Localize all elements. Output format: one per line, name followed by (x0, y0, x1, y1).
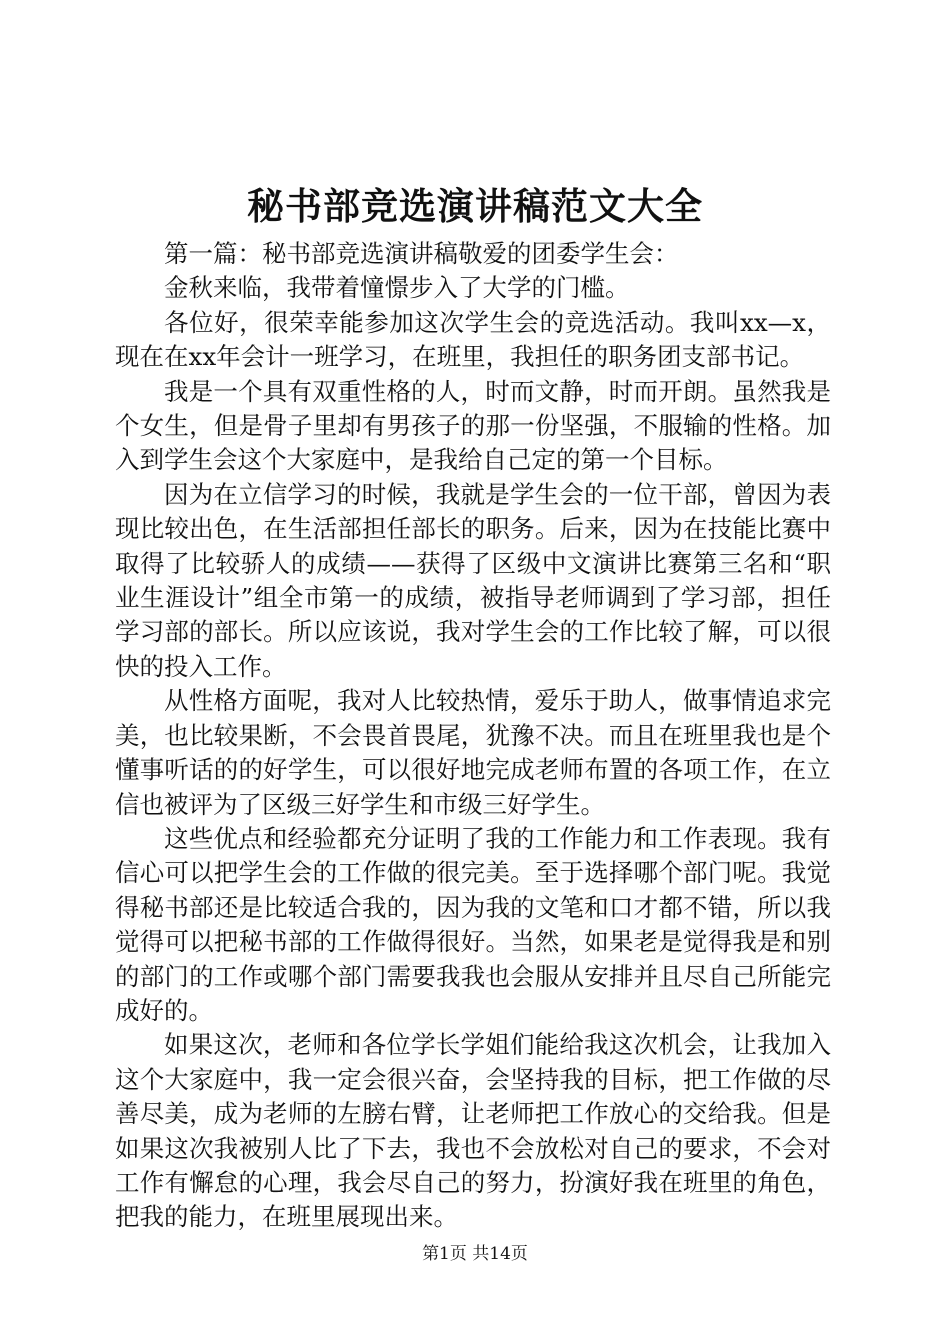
paragraph: 我是一个具有双重性格的人，时而文静，时而开朗。虽然我是个女生，但是骨子里却有男孩子的那一份坚强，不服输的性格。加入到学生会这个大家庭中，是我给自己定的第一个目标。 (115, 376, 831, 475)
paragraph: 第一篇：秘书部竞选演讲稿敬爱的团委学生会： (164, 239, 679, 268)
paragraph: 从性格方面呢，我对人比较热情，爱乐于助人，做事情追求完美，也比较果断，不会畏首畏尾，犹豫不决。而且在班里我也是个懂事听话的的好学生，可以很好地完成老师布置的各项工作，在立信也被评为了区级三好学生和市级三好学生。 (115, 686, 831, 819)
page-number-footer: 第1页 共14页 (422, 1244, 528, 1264)
paragraph: 这些优点和经验都充分证明了我的工作能力和工作表现。我有信心可以把学生会的工作做的很完美。至于选择哪个部门呢。我觉得秘书部还是比较适合我的，因为我的文笔和口才都不错，所以我觉得可以把秘书部的工作做得很好。当然，如果老是觉得我是和别的部门的工作或哪个部门需要我我也会服从安排并且尽自己所能完成好的。 (115, 823, 831, 1025)
paragraph: 因为在立信学习的时候，我就是学生会的一位干部，曾因为表现比较出色，在生活部担任部长的职务。后来，因为在技能比赛中取得了比较骄人的成绩——获得了区级中文演讲比赛第三名和“职业生涯设计”组全市第一的成绩，被指导老师调到了学习部，担任学习部的部长。所以应该说，我对学生会的工作比较了解，可以很快的投入工作。 (115, 479, 831, 681)
document-body (115, 237, 831, 1235)
paragraph: 各位好，很荣幸能参加这次学生会的竞选活动。我叫xx—x，现在在xx年会计一班学习，在班里，我担任的职务团支部书记。 (115, 307, 831, 372)
document-title: 秘书部竞选演讲稿范文大全 (247, 184, 703, 228)
paragraph: 金秋来临，我带着憧憬步入了大学的门槛。 (164, 273, 630, 303)
paragraph: 如果这次，老师和各位学长学姐们能给我这次机会，让我加入这个大家庭中，我一定会很兴奋，会坚持我的目标，把工作做的尽善尽美，成为老师的左膀右臂，让老师把工作放心的交给我。但是如果这次我被别人比了下去，我也不会放松对自己的要求，不会对工作有懈怠的心理，我会尽自己的努力，扮演好我在班里的角色，把我的能力，在班里展现出来。 (115, 1030, 831, 1232)
